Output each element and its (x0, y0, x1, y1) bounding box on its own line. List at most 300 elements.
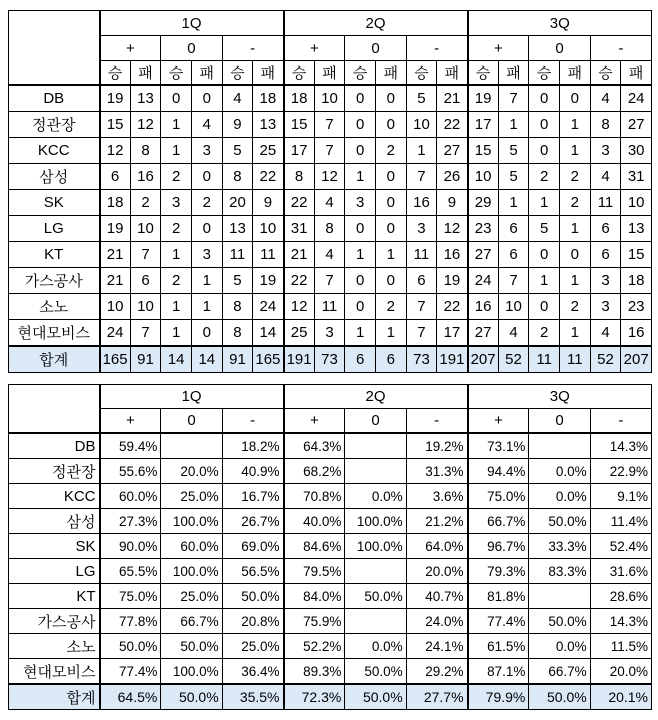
rate-cell: 61.5% (468, 634, 529, 659)
count-cell: 91 (130, 346, 161, 373)
team-name: 가스공사 (9, 268, 100, 294)
rate-cell: 14.3% (590, 433, 651, 459)
rate-cell: 84.0% (284, 584, 345, 609)
count-cell: 10 (130, 294, 161, 320)
rate-cell: 11.5% (590, 634, 651, 659)
team-name: 소노 (9, 294, 100, 320)
count-cell: 15 (100, 112, 131, 138)
count-cell: 10 (468, 164, 499, 190)
count-cell: 0 (529, 242, 560, 268)
rate-cell: 100.0% (345, 534, 406, 559)
team-row (9, 216, 652, 242)
count-cell: 9 (437, 190, 468, 216)
team-row (9, 433, 652, 459)
team-name: 합계 (9, 684, 100, 710)
rate-cell: 50.0% (529, 609, 590, 634)
team-row (9, 320, 652, 347)
group-header: - (590, 36, 651, 61)
count-cell: 1 (345, 320, 376, 347)
count-cell: 4 (590, 320, 621, 347)
team-row (9, 190, 652, 216)
team-name: 소노 (9, 634, 100, 659)
group-header: - (222, 409, 283, 434)
rate-cell: 19.2% (406, 433, 467, 459)
count-cell: 1 (529, 268, 560, 294)
count-cell: 7 (406, 320, 437, 347)
count-cell: 91 (222, 346, 253, 373)
rate-cell: 27.3% (100, 509, 161, 534)
rate-cell: 25.0% (222, 634, 283, 659)
count-cell: 0 (345, 112, 376, 138)
count-cell: 2 (560, 190, 591, 216)
win-loss-count-table (8, 10, 652, 373)
count-cell: 6 (498, 242, 529, 268)
count-cell: 3 (406, 216, 437, 242)
rate-cell: 64.5% (100, 684, 161, 710)
count-cell: 5 (498, 164, 529, 190)
rate-cell: 20.0% (406, 559, 467, 584)
count-cell: 6 (498, 216, 529, 242)
rate-cell: 68.2% (284, 459, 345, 484)
count-cell: 22 (437, 112, 468, 138)
quarter-header: 3Q (468, 11, 652, 36)
count-cell: 0 (529, 294, 560, 320)
rate-cell: 75.0% (100, 584, 161, 609)
count-cell: 52 (590, 346, 621, 373)
rate-cell: 20.0% (590, 659, 651, 685)
count-cell: 1 (560, 112, 591, 138)
count-cell: 11 (529, 346, 560, 373)
count-cell: 165 (100, 346, 131, 373)
rate-cell: 25.0% (161, 584, 222, 609)
rate-cell (529, 584, 590, 609)
rate-cell: 84.6% (284, 534, 345, 559)
count-cell: 2 (375, 138, 406, 164)
team-row (9, 459, 652, 484)
count-cell: 8 (222, 320, 253, 347)
count-cell: 1 (529, 190, 560, 216)
count-cell: 8 (222, 294, 253, 320)
count-cell: 3 (345, 190, 376, 216)
count-cell: 18 (100, 190, 131, 216)
count-cell: 0 (529, 85, 560, 112)
rate-cell (161, 433, 222, 459)
count-cell: 3 (191, 138, 222, 164)
count-cell: 12 (437, 216, 468, 242)
count-cell: 1 (375, 242, 406, 268)
count-cell: 4 (314, 242, 345, 268)
quarter-header: 3Q (468, 385, 652, 409)
group-header: 0 (345, 36, 406, 61)
team-name: DB (9, 433, 100, 459)
rate-cell: 70.8% (284, 484, 345, 509)
count-cell: 1 (375, 320, 406, 347)
rate-cell: 40.7% (406, 584, 467, 609)
count-cell: 16 (621, 320, 652, 347)
rate-cell: 24.0% (406, 609, 467, 634)
count-cell: 2 (560, 294, 591, 320)
count-cell: 27 (468, 242, 499, 268)
count-cell: 0 (345, 85, 376, 112)
count-cell: 11 (590, 190, 621, 216)
rate-cell: 72.3% (284, 684, 345, 710)
count-cell: 1 (560, 320, 591, 347)
win-header: 승 (161, 61, 192, 86)
count-cell: 21 (437, 85, 468, 112)
team-row (9, 268, 652, 294)
rate-cell: 66.7% (529, 659, 590, 685)
count-cell: 2 (130, 190, 161, 216)
team-name: DB (9, 85, 100, 112)
rate-cell: 21.2% (406, 509, 467, 534)
count-cell: 1 (560, 138, 591, 164)
count-cell: 24 (621, 85, 652, 112)
group-header: 0 (529, 36, 590, 61)
count-cell: 13 (130, 85, 161, 112)
group-header: + (100, 409, 161, 434)
count-cell: 0 (191, 85, 222, 112)
count-cell: 8 (284, 164, 315, 190)
count-cell: 3 (590, 294, 621, 320)
count-cell: 8 (314, 216, 345, 242)
count-cell: 11 (253, 242, 284, 268)
count-cell: 23 (621, 294, 652, 320)
count-cell: 3 (314, 320, 345, 347)
count-cell: 0 (191, 216, 222, 242)
count-cell: 8 (222, 164, 253, 190)
rate-cell: 52.2% (284, 634, 345, 659)
rate-cell: 50.0% (529, 509, 590, 534)
count-cell: 73 (406, 346, 437, 373)
rate-cell: 100.0% (161, 559, 222, 584)
rate-cell: 50.0% (161, 684, 222, 710)
team-row (9, 484, 652, 509)
quarter-header: 1Q (100, 385, 284, 409)
count-cell: 16 (406, 190, 437, 216)
count-cell: 1 (161, 138, 192, 164)
count-cell: 1 (560, 216, 591, 242)
count-cell: 25 (284, 320, 315, 347)
count-cell: 20 (222, 190, 253, 216)
rate-cell: 0.0% (529, 634, 590, 659)
count-cell: 3 (590, 268, 621, 294)
count-cell: 6 (375, 346, 406, 373)
team-name: 정관장 (9, 459, 100, 484)
team-name: SK (9, 534, 100, 559)
team-row (9, 164, 652, 190)
count-cell: 7 (498, 85, 529, 112)
rate-cell: 0.0% (345, 484, 406, 509)
rate-cell: 14.3% (590, 609, 651, 634)
total-row (9, 346, 652, 373)
count-cell: 22 (284, 190, 315, 216)
count-cell: 5 (406, 85, 437, 112)
count-cell: 4 (590, 85, 621, 112)
quarter-header: 2Q (284, 11, 468, 36)
rate-cell: 28.6% (590, 584, 651, 609)
group-header: + (284, 409, 345, 434)
team-row (9, 659, 652, 685)
team-name: KCC (9, 138, 100, 164)
loss-header: 패 (130, 61, 161, 86)
rate-cell: 73.1% (468, 433, 529, 459)
win-header: 승 (590, 61, 621, 86)
rate-cell: 0.0% (529, 484, 590, 509)
loss-header: 패 (560, 61, 591, 86)
rate-cell: 75.0% (468, 484, 529, 509)
count-cell: 6 (590, 216, 621, 242)
rate-cell: 20.8% (222, 609, 283, 634)
count-cell: 18 (253, 85, 284, 112)
team-name: 현대모비스 (9, 659, 100, 685)
rate-cell: 64.0% (406, 534, 467, 559)
rate-cell: 79.5% (284, 559, 345, 584)
count-cell: 0 (161, 85, 192, 112)
count-cell: 4 (590, 164, 621, 190)
win-header: 승 (468, 61, 499, 86)
count-cell: 10 (621, 190, 652, 216)
rate-cell (345, 433, 406, 459)
loss-header: 패 (375, 61, 406, 86)
team-row (9, 634, 652, 659)
wl-header-row (9, 61, 652, 86)
group-header: - (590, 409, 651, 434)
win-header: 승 (284, 61, 315, 86)
rate-cell: 18.2% (222, 433, 283, 459)
rate-cell: 0.0% (345, 634, 406, 659)
loss-header: 패 (314, 61, 345, 86)
count-cell: 17 (437, 320, 468, 347)
count-cell: 7 (498, 268, 529, 294)
count-cell: 27 (621, 112, 652, 138)
win-header: 승 (529, 61, 560, 86)
count-cell: 2 (529, 164, 560, 190)
count-cell: 73 (314, 346, 345, 373)
rate-cell: 59.4% (100, 433, 161, 459)
rate-cell: 25.0% (161, 484, 222, 509)
count-cell: 10 (406, 112, 437, 138)
count-cell: 10 (498, 294, 529, 320)
team-row (9, 584, 652, 609)
group-header: + (468, 36, 529, 61)
group-header: 0 (529, 409, 590, 434)
rate-cell: 26.7% (222, 509, 283, 534)
count-cell: 2 (161, 216, 192, 242)
count-cell: 12 (130, 112, 161, 138)
quarter-header: 2Q (284, 385, 468, 409)
rate-cell: 66.7% (468, 509, 529, 534)
rate-cell: 79.3% (468, 559, 529, 584)
count-cell: 19 (100, 216, 131, 242)
count-cell: 4 (498, 320, 529, 347)
count-cell: 1 (406, 138, 437, 164)
rate-cell (345, 559, 406, 584)
count-cell: 16 (130, 164, 161, 190)
count-cell: 7 (406, 294, 437, 320)
count-cell: 31 (621, 164, 652, 190)
rate-cell: 22.9% (590, 459, 651, 484)
count-cell: 2 (560, 164, 591, 190)
count-cell: 4 (314, 190, 345, 216)
count-cell: 52 (498, 346, 529, 373)
count-cell: 5 (529, 216, 560, 242)
count-cell: 22 (437, 294, 468, 320)
count-cell: 30 (621, 138, 652, 164)
rate-cell: 56.5% (222, 559, 283, 584)
count-cell: 0 (375, 268, 406, 294)
team-name: 합계 (9, 346, 100, 373)
count-cell: 0 (529, 138, 560, 164)
count-cell: 10 (100, 294, 131, 320)
group-header: + (284, 36, 345, 61)
rate-cell: 33.3% (529, 534, 590, 559)
rate-cell: 83.3% (529, 559, 590, 584)
count-cell: 7 (314, 268, 345, 294)
count-cell: 12 (284, 294, 315, 320)
count-cell: 3 (161, 190, 192, 216)
rate-cell (345, 459, 406, 484)
count-cell: 191 (437, 346, 468, 373)
rate-cell: 11.4% (590, 509, 651, 534)
count-cell: 0 (345, 268, 376, 294)
count-cell: 22 (284, 268, 315, 294)
count-cell: 14 (191, 346, 222, 373)
count-cell: 5 (498, 138, 529, 164)
count-cell: 15 (468, 138, 499, 164)
rate-cell: 64.3% (284, 433, 345, 459)
team-name: 삼성 (9, 509, 100, 534)
loss-header: 패 (621, 61, 652, 86)
rate-cell: 16.7% (222, 484, 283, 509)
count-cell: 7 (314, 112, 345, 138)
count-cell: 27 (468, 320, 499, 347)
rate-cell: 24.1% (406, 634, 467, 659)
count-cell: 21 (100, 242, 131, 268)
team-row (9, 609, 652, 634)
group-header: - (222, 36, 283, 61)
rate-cell: 50.0% (529, 684, 590, 710)
rate-cell: 77.4% (468, 609, 529, 634)
count-cell: 0 (191, 320, 222, 347)
count-cell: 6 (345, 346, 376, 373)
count-cell: 0 (191, 164, 222, 190)
group-header: + (468, 409, 529, 434)
rate-cell: 60.0% (100, 484, 161, 509)
count-cell: 1 (498, 190, 529, 216)
rate-cell: 50.0% (222, 584, 283, 609)
count-cell: 0 (375, 216, 406, 242)
count-cell: 17 (284, 138, 315, 164)
rate-cell: 50.0% (100, 634, 161, 659)
count-cell: 7 (406, 164, 437, 190)
count-cell: 18 (621, 268, 652, 294)
team-row (9, 559, 652, 584)
count-cell: 19 (468, 85, 499, 112)
count-cell: 7 (314, 138, 345, 164)
count-cell: 15 (284, 112, 315, 138)
team-row (9, 138, 652, 164)
team-name: 정관장 (9, 112, 100, 138)
count-cell: 165 (253, 346, 284, 373)
rate-cell: 52.4% (590, 534, 651, 559)
count-cell: 14 (161, 346, 192, 373)
rate-cell: 0.0% (529, 459, 590, 484)
win-header: 승 (345, 61, 376, 86)
count-cell: 1 (345, 164, 376, 190)
group-header: 0 (345, 409, 406, 434)
count-cell: 0 (345, 216, 376, 242)
team-row (9, 112, 652, 138)
count-cell: 12 (100, 138, 131, 164)
team-name: LG (9, 559, 100, 584)
team-name: 가스공사 (9, 609, 100, 634)
count-cell: 15 (621, 242, 652, 268)
quarter-header-row (9, 11, 652, 36)
team-name: SK (9, 190, 100, 216)
rate-cell: 96.7% (468, 534, 529, 559)
group-header: 0 (161, 409, 222, 434)
rate-cell: 69.0% (222, 534, 283, 559)
count-cell: 1 (161, 320, 192, 347)
group-header: 0 (161, 36, 222, 61)
loss-header: 패 (191, 61, 222, 86)
group-header-row (9, 409, 652, 434)
count-cell: 0 (375, 164, 406, 190)
corner-cell (9, 11, 100, 86)
count-cell: 6 (130, 268, 161, 294)
rate-cell: 90.0% (100, 534, 161, 559)
rate-cell: 100.0% (161, 509, 222, 534)
count-cell: 19 (437, 268, 468, 294)
count-cell: 21 (100, 268, 131, 294)
count-cell: 2 (161, 268, 192, 294)
count-cell: 3 (590, 138, 621, 164)
group-header: - (406, 36, 467, 61)
rate-cell: 40.0% (284, 509, 345, 534)
rate-cell: 94.4% (468, 459, 529, 484)
rate-cell: 20.1% (590, 684, 651, 710)
count-cell: 6 (590, 242, 621, 268)
count-cell: 11 (222, 242, 253, 268)
count-cell: 0 (345, 138, 376, 164)
count-cell: 1 (560, 268, 591, 294)
count-cell: 1 (161, 242, 192, 268)
count-cell: 24 (253, 294, 284, 320)
loss-header: 패 (437, 61, 468, 86)
count-cell: 7 (130, 320, 161, 347)
count-cell: 9 (253, 190, 284, 216)
count-cell: 0 (560, 85, 591, 112)
count-cell: 12 (314, 164, 345, 190)
count-cell: 24 (100, 320, 131, 347)
rate-cell (345, 609, 406, 634)
count-cell: 1 (191, 294, 222, 320)
rate-cell: 50.0% (345, 659, 406, 685)
count-cell: 6 (406, 268, 437, 294)
team-name: KT (9, 242, 100, 268)
group-header: - (406, 409, 467, 434)
count-cell: 0 (560, 242, 591, 268)
count-cell: 1 (161, 112, 192, 138)
count-cell: 8 (130, 138, 161, 164)
count-cell: 13 (253, 112, 284, 138)
rate-cell: 40.9% (222, 459, 283, 484)
rate-cell: 60.0% (161, 534, 222, 559)
rate-cell: 77.4% (100, 659, 161, 685)
rate-cell: 87.1% (468, 659, 529, 685)
rate-cell: 50.0% (161, 634, 222, 659)
group-header: + (100, 36, 161, 61)
